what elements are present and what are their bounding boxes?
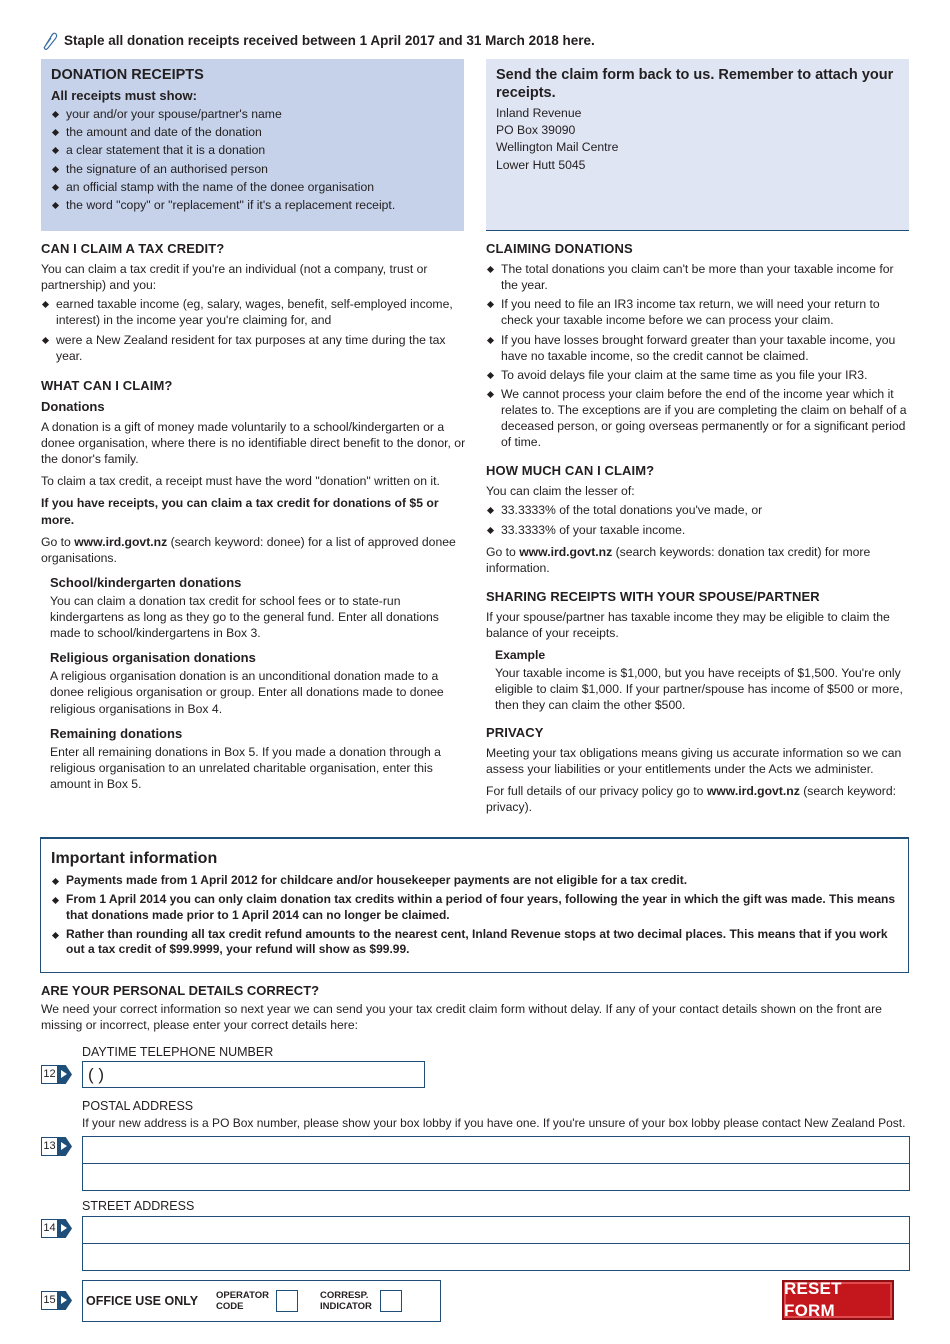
list-item: were a New Zealand resident for tax purposes at any time during the tax year.: [41, 332, 466, 364]
left-column: [41, 240, 466, 798]
postal-label: POSTAL ADDRESS: [82, 1099, 194, 1113]
arrow-right-icon: [58, 1219, 72, 1238]
ird-link[interactable]: www.ird.govt.nz: [519, 544, 613, 559]
street-label: STREET ADDRESS: [82, 1199, 195, 1213]
privacy-heading: PRIVACY: [486, 724, 544, 740]
how-much-heading: HOW MUCH CAN I CLAIM?: [486, 463, 655, 479]
corresp-indicator-box[interactable]: [380, 1290, 402, 1312]
staple-note: [40, 31, 595, 51]
school-text: You can claim a donation tax credit for school fees or to state-run kindergartens as long as they go to the general fund. Enter all donations made to school/kindergartens in Box 3.: [50, 593, 439, 641]
arrow-right-icon: [58, 1137, 72, 1156]
remaining-heading: Remaining donations: [50, 725, 183, 741]
claiming-list: [486, 261, 911, 450]
details-heading: ARE YOUR PERSONAL DETAILS CORRECT?: [41, 983, 320, 998]
field-number-13: 13: [41, 1136, 73, 1157]
office-use-label: OFFICE USE ONLY: [86, 1293, 199, 1308]
list-item: If you have losses brought forward greater than your taxable income, you have no taxable income, so the credit cannot be claimed.: [486, 332, 911, 364]
what-claim-heading: WHAT CAN I CLAIM?: [41, 377, 173, 393]
postal-address-line-1[interactable]: [82, 1136, 910, 1164]
office-use-box: [82, 1280, 441, 1322]
field-number-12: 12: [41, 1064, 73, 1085]
receipts-title: DONATION RECEIPTS: [51, 67, 204, 83]
how-much-intro: You can claim the lesser of:: [486, 484, 635, 499]
list-item: 33.3333% of your taxable income.: [486, 522, 911, 538]
privacy-text: Meeting your tax obligations means giving us accurate information so we can assess your liabilities or your entitlements under the Acts we administer.: [486, 745, 902, 776]
staple-note-text: Staple all donation receipts received between 1 April 2017 and 31 March 2018 here.: [64, 33, 595, 49]
receipts-list: [51, 106, 454, 213]
sharing-heading: SHARING RECEIPTS WITH YOUR SPOUSE/PARTNER: [486, 588, 820, 604]
address-line: Wellington Mail Centre: [496, 140, 619, 155]
send-title: Send the claim form back to us. Remember to attach your receipts.: [496, 67, 894, 102]
important-information-panel: [40, 837, 909, 973]
list-item: the amount and date of the donation: [51, 124, 454, 140]
send-back-panel: [486, 59, 909, 231]
list-item: a clear statement that it is a donation: [51, 142, 454, 158]
list-item: 33.3333% of the total donations you've made, or: [486, 502, 911, 518]
list-item: From 1 April 2014 you can only claim donation tax credits within a period of four years, following the year in which the gift was made. This means that donations made prior to 1 April 2014 can no longer be claimed.: [51, 892, 898, 924]
field-number-14: 14: [41, 1218, 73, 1239]
example-heading: Example: [495, 648, 546, 663]
list-item: If you need to file an IR3 income tax return, we will need your return to check your taxable income before we can process your claim.: [486, 296, 911, 328]
claim-credit-list: [41, 296, 466, 363]
claiming-heading: CLAIMING DONATIONS: [486, 241, 633, 256]
donations-definition: A donation is a gift of money made voluntarily to a school/kindergarten or a donee organisation, where there is no identifiable direct benefit to the donor, or the donor's family.: [41, 420, 466, 467]
donation-receipts-panel: [41, 59, 464, 231]
address-line: Inland Revenue: [496, 106, 582, 121]
claim-credit-intro: You can claim a tax credit if you're an individual (not a company, trust or partnership) and you:: [41, 262, 428, 293]
important-list: [51, 873, 898, 958]
donation-receipt-rule: To claim a tax credit, a receipt must have the word "donation" written on it.: [41, 474, 440, 489]
arrow-right-icon: [58, 1291, 72, 1310]
list-item: To avoid delays file your claim at the same time as you file your IR3.: [486, 367, 911, 383]
list-item: Rather than rounding all tax credit refund amounts to the nearest cent, Inland Revenue stops at two decimal places. This means that if you work out a tax credit of $99.9999, your refund will show as $99.99.: [51, 927, 898, 959]
remaining-text: Enter all remaining donations in Box 5. If you made a donation through a religious organisation to an unrelated charitable organisation, enter this amount in Box 5.: [50, 744, 441, 791]
minimum-donation-rule: If you have receipts, you can claim a tax credit for donations of $5 or more.: [41, 496, 439, 527]
donee-list-note: Go to www.ird.govt.nz (search keyword: donee) for a list of approved donee organisations.: [41, 534, 456, 565]
paperclip-icon: [40, 31, 58, 51]
address-line: Lower Hutt 5045: [496, 157, 586, 172]
list-item: an official stamp with the name of the donee organisation: [51, 179, 454, 195]
list-item: The total donations you claim can't be more than your taxable income for the year.: [486, 261, 911, 293]
example-text: Your taxable income is $1,000, but you have receipts of $1,500. You're only eligible to claim $1,000. If your partner/spouse has income of $500 or more, then they can claim the other $500.: [495, 666, 903, 713]
operator-code-box[interactable]: [276, 1290, 298, 1312]
address-line: PO Box 39090: [496, 123, 576, 138]
phone-label: DAYTIME TELEPHONE NUMBER: [82, 1045, 274, 1059]
important-title: Important information: [51, 850, 218, 867]
religious-text: A religious organisation donation is an unconditional donation made to a donee religious organisation or group. Enter all donations made to donee religious organisations in Box 4.: [50, 669, 444, 716]
street-address-line-2[interactable]: [82, 1243, 910, 1271]
reset-form-button[interactable]: RESET FORM: [782, 1280, 894, 1320]
phone-input[interactable]: ( ): [82, 1061, 425, 1088]
street-address-line-1[interactable]: [82, 1216, 910, 1244]
field-number-15: 15: [41, 1290, 73, 1311]
list-item: your and/or your spouse/partner's name: [51, 106, 454, 122]
ird-link[interactable]: www.ird.govt.nz: [706, 783, 800, 798]
mailing-address: [496, 105, 899, 172]
sharing-text: If your spouse/partner has taxable income they may be eligible to claim the balance of your receipts.: [486, 609, 890, 641]
how-much-more-info: Go to www.ird.govt.nz (search keywords: donation tax credit) for more information.: [486, 544, 871, 575]
list-item: Payments made from 1 April 2012 for childcare and/or housekeeper payments are not eligible for a tax credit.: [51, 873, 898, 889]
donations-heading: Donations: [41, 398, 105, 414]
details-text: We need your correct information so next year we can send you your tax credit claim form without delay. If any of your contact details shown on the front are missing or incorrect, please enter your correct details here:: [41, 1002, 882, 1033]
receipts-subtitle: All receipts must show:: [51, 88, 197, 104]
list-item: earned taxable income (eg, salary, wages, benefit, self-employed income, interest) in the income year you're claiming for, and: [41, 296, 466, 328]
how-much-list: [486, 502, 911, 537]
postal-note: If your new address is a PO Box number, please show your box lobby if you have one. If you're unsure of your box lobby please contact New Zealand Post.: [82, 1116, 906, 1130]
claim-credit-heading: CAN I CLAIM A TAX CREDIT?: [41, 241, 225, 256]
religious-heading: Religious organisation donations: [50, 650, 256, 666]
postal-address-line-2[interactable]: [82, 1163, 910, 1191]
school-heading: School/kindergarten donations: [50, 574, 242, 590]
right-column: [486, 240, 911, 821]
ird-link[interactable]: www.ird.govt.nz: [74, 534, 168, 549]
operator-code-label: OPERATOR CODE: [216, 1289, 269, 1312]
list-item: the word "copy" or "replacement" if it's a replacement receipt.: [51, 197, 454, 213]
list-item: We cannot process your claim before the end of the income year which it relates to. The exceptions are if you are completing the claim on behalf of a deceased person, or going overseas permanently or for a significant period of time.: [486, 386, 911, 450]
arrow-right-icon: [58, 1065, 72, 1084]
list-item: the signature of an authorised person: [51, 161, 454, 177]
corresp-indicator-label: CORRESP. INDICATOR: [320, 1289, 372, 1312]
privacy-policy-note: For full details of our privacy policy go to www.ird.govt.nz (search keyword: privacy).: [486, 783, 896, 814]
